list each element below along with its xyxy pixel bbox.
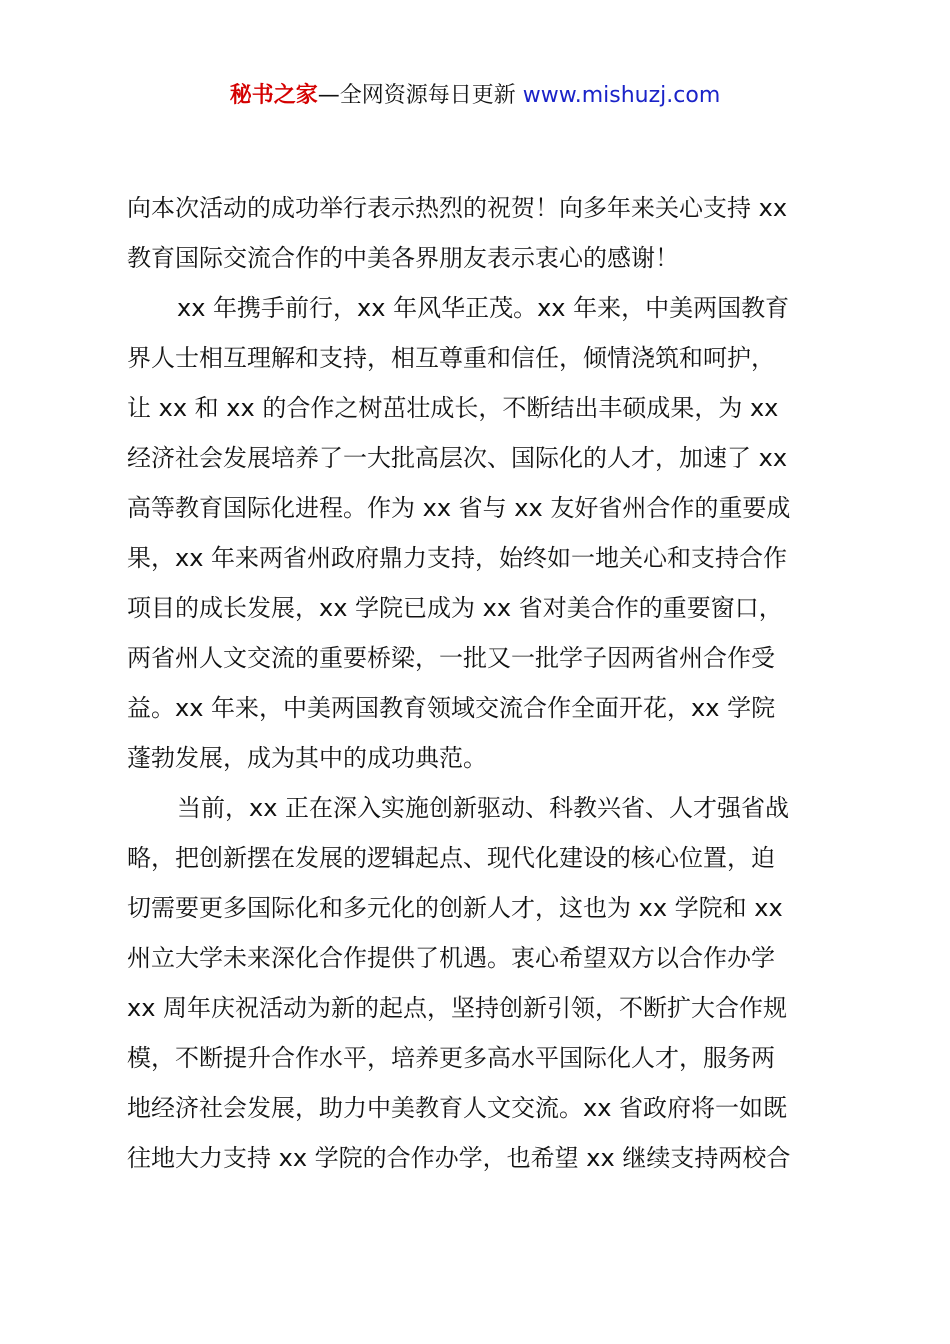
text-line: 经济社会发展培养了一大批高层次、国际化的人才，加速了 xx	[127, 444, 788, 472]
text-line: 当前，xx 正在深入实施创新驱动、科教兴省、人才强省战	[177, 794, 790, 822]
text-line: 高等教育国际化进程。作为 xx 省与 xx 友好省州合作的重要成	[127, 494, 791, 522]
brand-name: 秘书之家	[229, 83, 318, 108]
text-line: xx 周年庆祝活动为新的起点，坚持创新引领，不断扩大合作规	[127, 994, 788, 1022]
text-line: 切需要更多国际化和多元化的创新人才，这也为 xx 学院和 xx	[127, 894, 783, 922]
text-line: 蓬勃发展，成为其中的成功典范。	[127, 744, 487, 772]
text-line: 果，xx 年来两省州政府鼎力支持，始终如一地关心和支持合作	[127, 544, 788, 572]
text-line: 地经济社会发展，助力中美教育人文交流。xx 省政府将一如既	[127, 1094, 788, 1122]
site-url-link[interactable]: www.mishuzj.com	[522, 83, 721, 108]
text-line: 往地大力支持 xx 学院的合作办学，也希望 xx 继续支持两校合	[127, 1144, 791, 1172]
text-line: 让 xx 和 xx 的合作之树茁壮成长，不断结出丰硕成果，为 xx	[127, 394, 779, 422]
text-line: 模，不断提升合作水平，培养更多高水平国际化人才，服务两	[127, 1044, 775, 1072]
text-line: 项目的成长发展，xx 学院已成为 xx 省对美合作的重要窗口，	[127, 594, 783, 622]
text-line: 略，把创新摆在发展的逻辑起点、现代化建设的核心位置，迫	[127, 844, 775, 872]
header-tagline: —全网资源每日更新	[317, 83, 516, 108]
text-line: 教育国际交流合作的中美各界朋友表示衷心的感谢！	[127, 244, 679, 272]
document-body	[127, 183, 833, 1183]
text-line: 益。xx 年来，中美两国教育领域交流合作全面开花，xx 学院	[127, 694, 776, 722]
text-line: xx 年携手前行，xx 年风华正茂。xx 年来，中美两国教育	[177, 294, 790, 322]
text-line: 州立大学未来深化合作提供了机遇。衷心希望双方以合作办学	[127, 944, 775, 972]
page-header	[0, 80, 950, 112]
text-line: 两省州人文交流的重要桥梁，一批又一批学子因两省州合作受	[127, 644, 775, 672]
text-line: 界人士相互理解和支持，相互尊重和信任，倾情浇筑和呵护，	[127, 344, 775, 372]
text-line: 向本次活动的成功举行表示热烈的祝贺！向多年来关心支持 xx	[127, 194, 788, 222]
